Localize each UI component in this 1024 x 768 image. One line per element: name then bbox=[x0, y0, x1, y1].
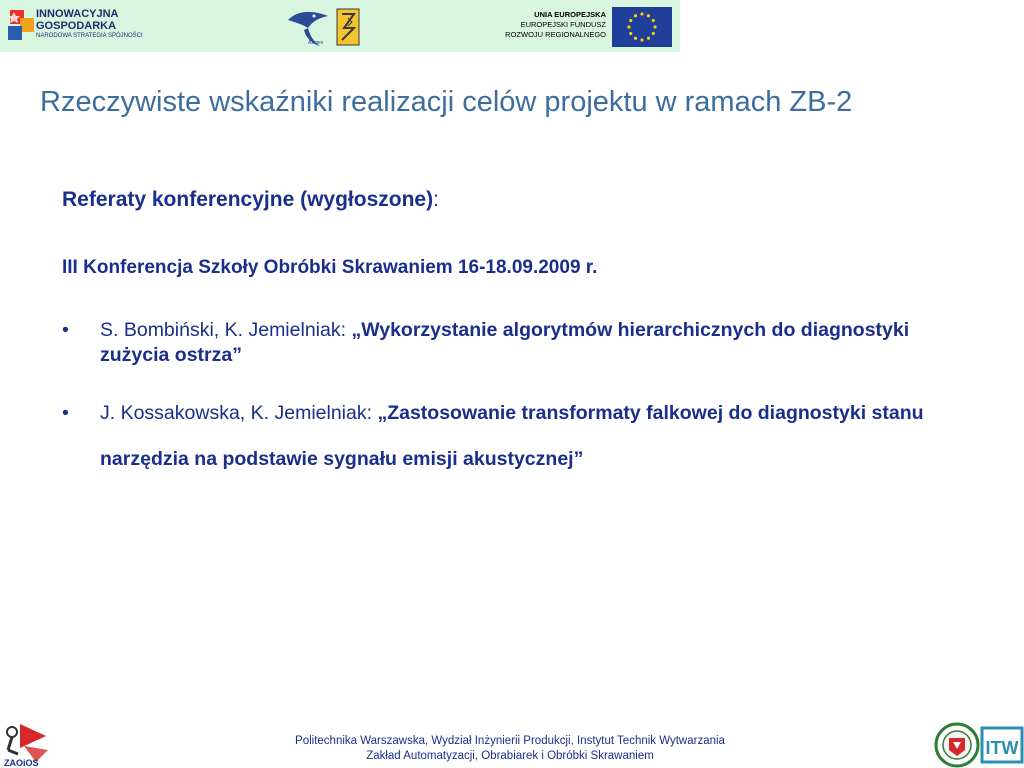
eu-line2: EUROPEJSKI FUNDUSZ bbox=[520, 20, 606, 29]
bullet-marker: • bbox=[62, 402, 69, 424]
bullet-marker: • bbox=[62, 319, 69, 341]
eu-star-icon bbox=[653, 25, 656, 28]
bird-logo-text: Azotex bbox=[308, 40, 324, 46]
zaoios-logo-text: ZAOiOS bbox=[4, 758, 39, 768]
eu-fund-text bbox=[470, 10, 606, 40]
list-item bbox=[62, 318, 982, 368]
eu-star-icon bbox=[634, 14, 637, 17]
eu-flag-icon bbox=[612, 7, 672, 47]
eu-star-icon bbox=[647, 14, 650, 17]
footer-line1: Politechnika Warszawska, Wydział Inżynierii Produkcji, Instytut Technik Wytwarzania bbox=[295, 735, 725, 747]
footer-institution bbox=[200, 734, 820, 764]
paper-authors: S. Bombiński, K. Jemielniak: bbox=[100, 319, 352, 341]
eu-star-icon bbox=[652, 19, 655, 22]
section-heading bbox=[62, 188, 439, 212]
section-heading-label: Referaty konferencyjne (wygłoszone) bbox=[62, 188, 434, 211]
section-heading-colon: : bbox=[433, 188, 439, 211]
eu-line3: ROZWOJU REGIONALNEGO bbox=[505, 30, 606, 39]
eu-line1: UNIA EUROPEJSKA bbox=[534, 10, 606, 19]
eu-star-icon bbox=[629, 19, 632, 22]
zaoios-logo bbox=[2, 716, 50, 768]
eu-star-icon bbox=[640, 12, 643, 15]
header-logo-band bbox=[0, 0, 680, 52]
paper-title: „Wykorzystanie algorytmów hierarchicznych do diagnostyki zużycia ostrza” bbox=[100, 319, 910, 366]
eu-star-icon bbox=[652, 32, 655, 35]
eu-star-icon bbox=[629, 32, 632, 35]
eu-star-icon bbox=[634, 37, 637, 40]
innowacyjna-gospodarka-text bbox=[36, 8, 143, 41]
innowacyjna-gospodarka-logo bbox=[6, 6, 36, 46]
footer-line2: Zakład Automatyzacji, Obrabiarek i Obróbki Skrawaniem bbox=[366, 750, 654, 762]
list-item bbox=[62, 390, 982, 482]
ig-line1: INNOWACYJNA bbox=[36, 8, 119, 20]
eu-star-icon bbox=[627, 25, 630, 28]
eu-star-icon bbox=[647, 37, 650, 40]
page-title: Rzeczywiste wskaźniki realizacji celów projektu w ramach ZB-2 bbox=[40, 86, 853, 118]
ig-line3: NARODOWA STRATEGIA SPÓJNOŚCI bbox=[36, 33, 143, 39]
ig-line2: GOSPODARKA bbox=[36, 20, 117, 32]
paper-list bbox=[62, 318, 982, 482]
bird-logo bbox=[284, 6, 332, 48]
eu-star-icon bbox=[640, 38, 643, 41]
paper-title: „Zastosowanie transformaty falkowej do diagnostyki stanu narzędzia na podstawie sygnału emisji akustycznej” bbox=[100, 402, 924, 470]
conference-title: III Konferencja Szkoły Obróbki Skrawaniem 16-18.09.2009 r. bbox=[62, 257, 598, 278]
paper-authors: J. Kossakowska, K. Jemielniak: bbox=[100, 402, 378, 424]
itw-logo-text: ITW bbox=[985, 738, 1019, 758]
university-seal-icon bbox=[934, 722, 980, 768]
poland-emblem-logo bbox=[336, 8, 360, 46]
itw-logo bbox=[980, 724, 1024, 766]
